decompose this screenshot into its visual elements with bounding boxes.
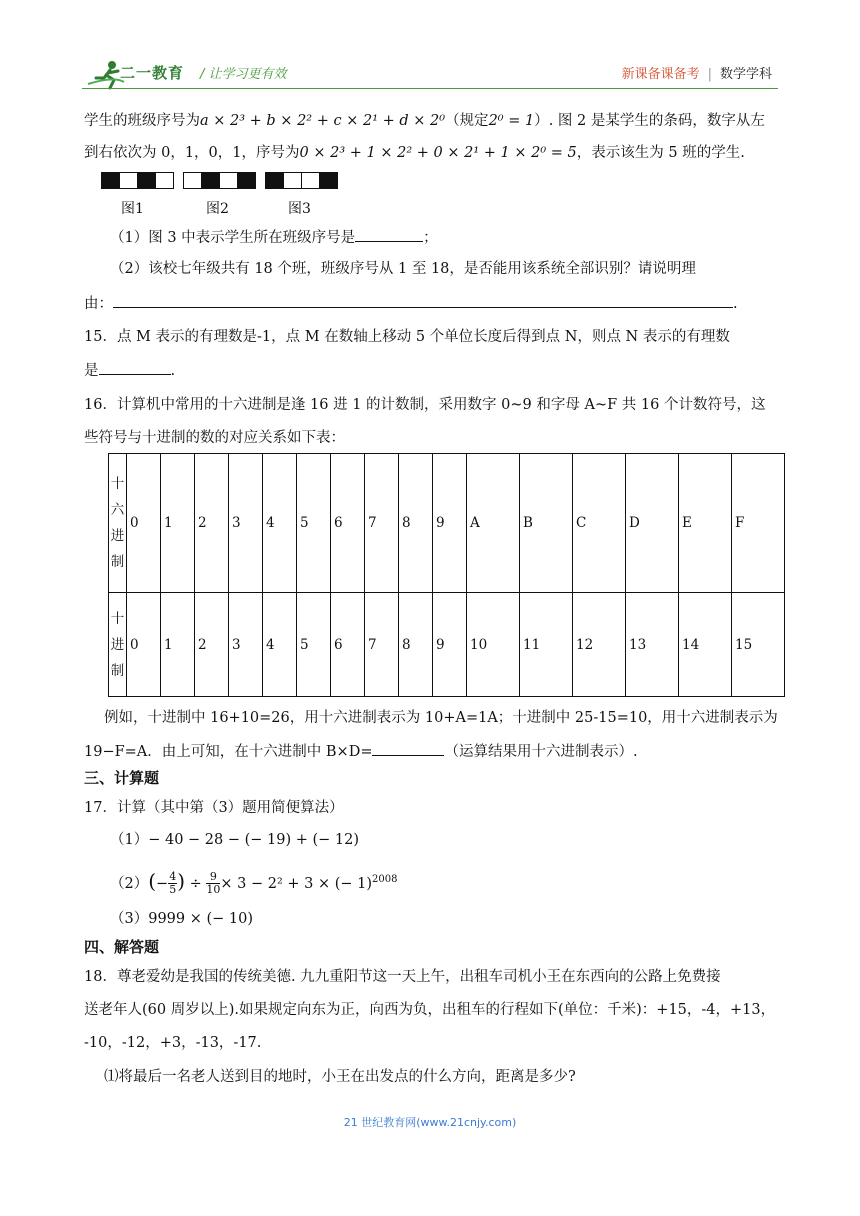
- answer-blank[interactable]: [355, 227, 423, 242]
- barcode-fig2: [183, 172, 256, 189]
- header-course-label: 新课备课备考: [621, 67, 700, 82]
- p16-line4: [84, 741, 776, 762]
- bar-cell: [266, 173, 283, 188]
- hex-cell: E: [679, 454, 732, 593]
- header-char: 十: [110, 476, 125, 492]
- dec-cell: 12: [573, 593, 626, 697]
- header-divider: [82, 88, 778, 89]
- section3-title: 三、计算题: [84, 769, 160, 787]
- p14-line1: [84, 111, 776, 131]
- hex-cell: C: [573, 454, 626, 593]
- fraction: [168, 871, 177, 896]
- calc3: [110, 909, 776, 929]
- bar-cell: [137, 173, 155, 188]
- p14-q2: （2）该校七年级共有 18 个班，班级序号从 1 至 18，是否能用该系统全部识别？请说明理: [110, 261, 696, 277]
- dec-cell: 7: [365, 593, 399, 697]
- calc3-expr: 9999 × (− 10): [148, 911, 254, 927]
- hex-cell: 0: [127, 454, 161, 593]
- header-char: 进: [110, 528, 125, 544]
- hex-cell: 1: [161, 454, 195, 593]
- header-char: 制: [110, 662, 125, 679]
- bar-cell: [102, 173, 119, 188]
- hex-cell: 9: [433, 454, 467, 593]
- calc3-label: （3）: [110, 911, 149, 927]
- header-char: 制: [110, 554, 125, 570]
- p14-q2b: [84, 293, 776, 314]
- bar-cell: [301, 173, 319, 188]
- fraction: [206, 871, 220, 896]
- footer-link[interactable]: 21 世纪教育网(www.21cnjy.com): [343, 1116, 517, 1129]
- dec-cell: 3: [229, 593, 263, 697]
- hex-cell: F: [732, 454, 785, 593]
- p16-line2: 些符号与十进制的数的对应关系如下表：: [84, 430, 345, 446]
- hex-cell: 6: [331, 454, 365, 593]
- bar-cell: [119, 173, 137, 188]
- p14-l2-formula: 0 × 2³ + 1 × 2² + 0 × 2¹ + 1 × 2⁰ = 5: [299, 145, 577, 161]
- q18-line4: ⑴将最后一名老人送到目的地时，小王在出发点的什么方向，距离是多少?: [104, 1069, 576, 1085]
- dec-cell: 5: [297, 593, 331, 697]
- p14-line2: [84, 143, 776, 163]
- hex-dec-table: [108, 453, 785, 697]
- denominator: 5: [169, 883, 177, 897]
- hex-cell: 5: [297, 454, 331, 593]
- bar-cell: [283, 173, 301, 188]
- dec-row: [109, 593, 785, 697]
- dec-cell: 11: [520, 593, 573, 697]
- dec-cell: 14: [679, 593, 732, 697]
- dec-cell: 4: [263, 593, 297, 697]
- fig3-label: 图3: [288, 201, 311, 217]
- hex-cell: D: [626, 454, 679, 593]
- answer-blank[interactable]: [372, 741, 444, 756]
- answer-blank[interactable]: [99, 360, 171, 375]
- p14-q1: [110, 227, 776, 248]
- section4-title: 四、解答题: [84, 938, 160, 956]
- hex-cell: A: [467, 454, 520, 593]
- answer-blank[interactable]: [113, 293, 733, 308]
- p14-l2-prefix: 到右依次为 0，1，0，1，序号为: [84, 145, 300, 161]
- hex-header-cell: [109, 454, 127, 593]
- header-subject-label: 数学学科: [719, 67, 772, 82]
- slogan: / 让学习更有效: [200, 67, 287, 82]
- bar-cell: [155, 173, 173, 188]
- barcode-fig1: [101, 172, 174, 189]
- calc2-rest: × 3 − 2² + 3 × (− 1): [220, 875, 373, 892]
- p14-q1-end: ；: [423, 230, 438, 246]
- hex-row: [109, 454, 785, 593]
- dec-header-cell: [109, 593, 127, 697]
- p14-q2b-text: 由：: [84, 296, 113, 312]
- header-right: [622, 63, 772, 82]
- calc1-label: （1）: [110, 832, 149, 848]
- p15-l2-text: 是: [84, 363, 99, 379]
- hex-cell: 7: [365, 454, 399, 593]
- header-separator: |: [707, 67, 712, 82]
- calc2: （2）(− $\frac{4}{5}$ ) ÷ $\frac{9}{10}$ × 3 − 2² + 3 × (− 1)$^{2008}$: [110, 868, 398, 897]
- bar-cell: [319, 173, 337, 188]
- p16-line1: 16．计算机中常用的十六进制是逢 16 进 1 的计数制，采用数字 0~9 和字母 A~F 共 16 个计数符号，这: [84, 397, 766, 413]
- calc1-expr: − 40 − 28 − (− 19) + (− 12): [148, 832, 360, 848]
- p14-l2-suffix: ，表示该生为 5 班的学生.: [576, 145, 745, 161]
- p14-l1-mid: （规定: [445, 113, 489, 129]
- dec-cell: 9: [433, 593, 467, 697]
- p14-l1-prefix: 学生的班级序号为: [84, 113, 200, 129]
- q18-line2: 送老年人(60 周岁以上).如果规定向东为正，向西为负，出租车的行程如下(单位：千米)：+15，-4，+13，: [84, 1002, 776, 1018]
- fig2-label: 图2: [206, 201, 229, 217]
- dec-cell: 0: [127, 593, 161, 697]
- p15-line2: [84, 360, 776, 381]
- hex-cell: 8: [399, 454, 433, 593]
- calc1: [110, 830, 776, 850]
- p14-l1-suffix: ）. 图 2 是某学生的条码，数字从左: [534, 113, 765, 129]
- p15-line1: 15．点 M 表示的有理数是-1，点 M 在数轴上移动 5 个单位长度后得到点 N，则点 N 表示的有理数: [84, 329, 730, 345]
- bar-cell: [237, 173, 255, 188]
- hex-cell: 2: [195, 454, 229, 593]
- paren-close: ): [177, 868, 186, 893]
- header-char: 进: [110, 636, 125, 653]
- p15-l2-end: .: [170, 363, 176, 379]
- dec-cell: 15: [732, 593, 785, 697]
- calc2-exponent: 2008: [372, 874, 398, 885]
- numerator: 4: [169, 870, 177, 884]
- dec-cell: 13: [626, 593, 679, 697]
- hex-cell: B: [520, 454, 573, 593]
- dec-cell: 6: [331, 593, 365, 697]
- p14-l1-rule: 2⁰ = 1: [488, 113, 535, 129]
- calc2-label: （2）: [110, 875, 149, 892]
- bar-cell: [201, 173, 219, 188]
- denominator: 10: [206, 883, 221, 897]
- q18-line3: -10，-12，+3，-13，-17.: [84, 1035, 262, 1051]
- dec-cell: 1: [161, 593, 195, 697]
- dec-cell: 2: [195, 593, 229, 697]
- p16-l4-text: 19−F=A．由上可知，在十六进制中 B×D=: [84, 744, 373, 760]
- hex-cell: 4: [263, 454, 297, 593]
- paren-open: (: [148, 868, 157, 893]
- q17-text: 17．计算（其中第（3）题用简便算法）: [84, 800, 344, 816]
- p14-q2b-end: .: [733, 296, 738, 312]
- dec-cell: 8: [399, 593, 433, 697]
- fig1-label: 图1: [121, 201, 144, 217]
- bar-cell: [184, 173, 201, 188]
- p14-q1-text: （1）图 3 中表示学生所在班级序号是: [110, 230, 356, 246]
- barcode-fig3: [265, 172, 338, 189]
- dec-cell: 10: [467, 593, 520, 697]
- hex-cell: 3: [229, 454, 263, 593]
- header-char: 十: [110, 610, 125, 627]
- numerator: 9: [206, 871, 220, 884]
- p16-line3: 例如，十进制中 16+10=26，用十六进制表示为 10+A=1A；十进制中 25-15=10，用十六进制表示为: [104, 710, 778, 726]
- p16-l4-end: （运算结果用十六进制表示）.: [444, 744, 638, 760]
- header-char: 六: [110, 502, 125, 518]
- p14-l1-formula: a × 2³ + b × 2² + c × 2¹ + d × 2⁰: [200, 113, 446, 129]
- bar-cell: [219, 173, 237, 188]
- logo-text: 二一教育: [120, 64, 185, 82]
- q18-line1: 18．尊老爱幼是我国的传统美德. 九九重阳节这一天上午，出租车司机小王在东西向的公路上免费接: [84, 969, 721, 985]
